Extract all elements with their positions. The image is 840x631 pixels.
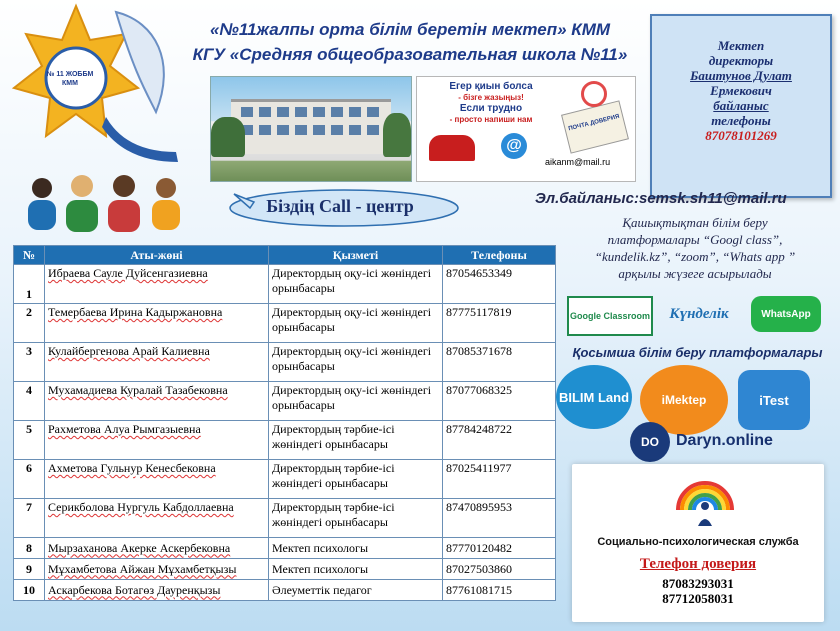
table-header-row xyxy=(14,246,556,265)
mailbox-label: ПОЧТА ДОВЕРИЯ xyxy=(567,113,621,133)
logo-text: № 11 ЖОББМ КММ xyxy=(46,71,94,87)
cell-name: Аскарбекова Ботагөз Дауренқызы xyxy=(45,580,269,601)
cell-name: Кулайбергенова Арай Калиевна xyxy=(45,343,269,382)
bilimland-logo: BILIM Land xyxy=(556,365,632,429)
table-row xyxy=(14,460,556,499)
imektep-logo: iMektep xyxy=(640,365,728,435)
distance-line: “kundelik.kz”, “zoom”, “Whats app ” xyxy=(594,249,796,264)
cell-phone: 87470895953 xyxy=(443,499,556,538)
poster-line: Если трудно xyxy=(459,103,523,114)
poster-line: - бізге жазыңыз! xyxy=(458,93,524,102)
mailbox-icon xyxy=(429,135,475,161)
distance-learning-text xyxy=(560,214,830,282)
cell-phone: 87025411977 xyxy=(443,460,556,499)
helpline-phone: 87712058031 xyxy=(662,591,734,606)
agent-icon xyxy=(66,175,98,232)
director-name: Ермекович xyxy=(710,83,772,98)
table-row xyxy=(14,499,556,538)
poster-email: aikanm@mail.ru xyxy=(545,157,611,167)
poster-line: - просто напиши нам xyxy=(449,115,533,124)
school-title-kazakh: «№11жалпы орта білім беретін мектеп» КММ xyxy=(209,20,611,39)
cell-position: Директордың оқу-ісі жөніндегі орынбасары xyxy=(269,304,443,343)
column-header-name: Аты-жөні xyxy=(45,246,269,265)
table-row xyxy=(14,421,556,460)
daryn-icon: DO xyxy=(630,422,670,462)
cell-name: Мухамадиева Куралай Тазабековна xyxy=(45,382,269,421)
cell-phone: 87077068325 xyxy=(443,382,556,421)
agent-icon xyxy=(152,178,180,230)
rainbow-family-icon xyxy=(672,468,738,528)
table-row xyxy=(14,580,556,601)
cell-name: Мұхамбетова Айжан Мұхамбетқызы xyxy=(45,559,269,580)
table-row xyxy=(14,265,556,304)
envelope-icon xyxy=(561,100,629,153)
cell-number: 8 xyxy=(14,538,45,559)
column-header-phone: Телефоны xyxy=(443,246,556,265)
cell-phone: 87770120482 xyxy=(443,538,556,559)
table-row xyxy=(14,343,556,382)
cell-position: Директордың тәрбие-ісі жөніндегі орынбасары xyxy=(269,460,443,499)
call-center-agents-image xyxy=(20,172,196,232)
quill-icon xyxy=(116,12,164,112)
cell-name: Рахметова Алуа Рымгазыевна xyxy=(45,421,269,460)
column-header-number: № xyxy=(14,246,45,265)
cell-number: 3 xyxy=(14,343,45,382)
trust-mail-poster xyxy=(416,76,636,182)
cell-phone: 87085371678 xyxy=(443,343,556,382)
director-text xyxy=(652,38,830,143)
kundelik-logo: Күнделік xyxy=(669,305,729,322)
cell-position: Мектеп психологы xyxy=(269,538,443,559)
whatsapp-logo: WhatsApp xyxy=(751,296,821,332)
director-phone: 87078101269 xyxy=(705,128,777,143)
itest-logo: iTest xyxy=(738,370,810,430)
cell-name: Ахметова Гульнур Кенесбековна xyxy=(45,460,269,499)
call-center-label: Біздің Call - центр xyxy=(266,196,414,216)
director-label: Мектеп xyxy=(717,38,765,53)
cell-name: Темербаева Ирина Кадыржановна xyxy=(45,304,269,343)
cell-position: Директордың оқу-ісі жөніндегі орынбасары xyxy=(269,343,443,382)
director-info-box xyxy=(650,14,832,198)
cell-number: 10 xyxy=(14,580,45,601)
staff-contacts-table xyxy=(13,245,556,601)
cell-number: 7 xyxy=(14,499,45,538)
cell-position: Директордың оқу-ісі жөніндегі орынбасары xyxy=(269,382,443,421)
cell-position: Мектеп психологы xyxy=(269,559,443,580)
director-label: телефоны xyxy=(711,113,771,128)
distance-line: платформалары “Googl class”, xyxy=(607,232,783,247)
cell-position: Директордың тәрбие-ісі жөніндегі орынбасары xyxy=(269,421,443,460)
cell-name: Серикболова Нургуль Кабдоллаевна xyxy=(45,499,269,538)
table-row xyxy=(14,538,556,559)
cell-number: 9 xyxy=(14,559,45,580)
distance-line: арқылы жүзеге асырылады xyxy=(618,266,772,281)
director-name: Баштунов Дулат xyxy=(690,68,792,83)
heart-people-icon xyxy=(581,81,607,107)
google-classroom-logo: Google Classroom xyxy=(567,296,653,336)
daryn-label: Daryn.online xyxy=(676,432,773,449)
cell-position: Әлеуметтік педагог xyxy=(269,580,443,601)
cell-position: Директордың тәрбие-ісі жөніндегі орынбасары xyxy=(269,499,443,538)
agent-icon xyxy=(108,175,140,232)
poster-line: Егер қиын болса xyxy=(449,81,533,92)
cell-position: Директордың оқу-ісі жөніндегі орынбасары xyxy=(269,265,443,304)
cell-number: 4 xyxy=(14,382,45,421)
table-row xyxy=(14,559,556,580)
agent-icon xyxy=(28,178,56,230)
cell-phone: 87775117819 xyxy=(443,304,556,343)
extra-platforms-title: Қосымша білім беру платформалары xyxy=(572,345,823,360)
distance-line: Қашықтықтан білім беру xyxy=(622,215,768,230)
social-service-label: Социально-психологическая служба xyxy=(597,536,799,548)
school-building-photo xyxy=(210,76,412,182)
cell-number: 5 xyxy=(14,421,45,460)
cell-phone: 87027503860 xyxy=(443,559,556,580)
helpline-phone: 87083293031 xyxy=(662,576,734,591)
email-at-icon: @ xyxy=(501,133,527,159)
distance-platform-logos xyxy=(565,296,830,336)
table-row xyxy=(14,382,556,421)
contact-email: Эл.байланыс:semsk.sh11@mail.ru xyxy=(535,190,787,207)
table-row xyxy=(14,304,556,343)
school-title-russian: КГУ «Средняя общеобразовательная школа №11» xyxy=(192,45,628,64)
director-label: директоры xyxy=(708,53,774,68)
cell-name: Мырзаханова Акерке Аскербековна xyxy=(45,538,269,559)
director-label: байланыс xyxy=(713,98,769,113)
cell-name: Ибраева Сауле Дуйсенгазиевна xyxy=(45,265,269,304)
cell-number: 2 xyxy=(14,304,45,343)
cell-number: 1 xyxy=(14,265,45,304)
helpline-title: Телефон доверия xyxy=(639,556,757,572)
cell-phone: 87784248722 xyxy=(443,421,556,460)
column-header-position: Қызметі xyxy=(269,246,443,265)
cell-number: 6 xyxy=(14,460,45,499)
cell-phone: 87761081715 xyxy=(443,580,556,601)
poster-text xyxy=(421,81,561,125)
helpline-phones xyxy=(572,576,824,606)
cell-phone: 87054653349 xyxy=(443,265,556,304)
